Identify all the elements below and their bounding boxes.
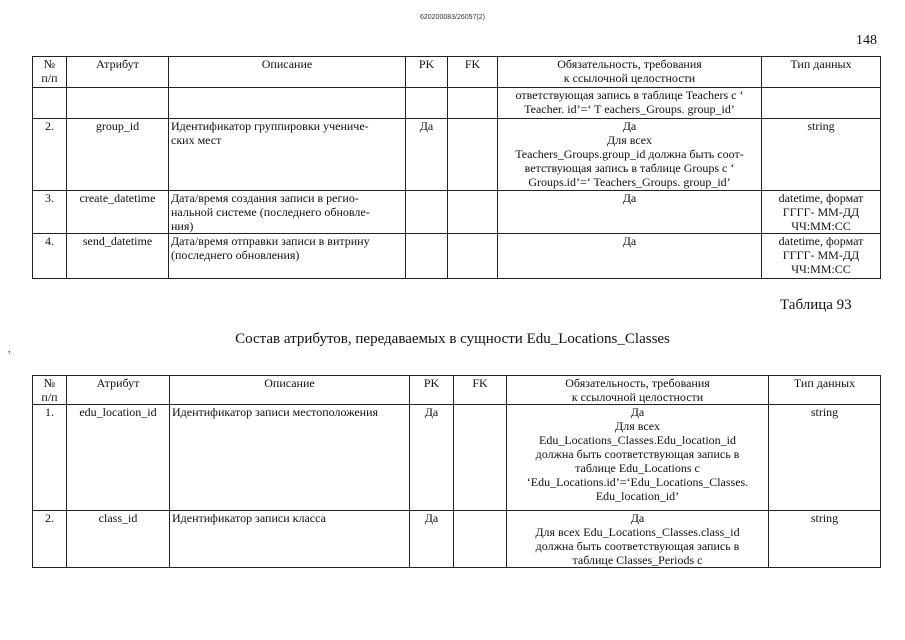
header-description: Описание <box>170 376 410 405</box>
cell-num: 2. <box>33 511 67 568</box>
margin-mark: , <box>8 344 11 355</box>
table-row <box>33 119 881 191</box>
table-header-row <box>33 376 881 405</box>
document-id: 620200083/26057(2) <box>419 14 485 21</box>
cell-fk <box>454 511 507 568</box>
header-data-type: Тип данных <box>762 57 881 88</box>
table-header-row <box>33 57 881 88</box>
cell-pk: Да <box>406 119 448 191</box>
cell-num: 1. <box>33 405 67 511</box>
cell-fk <box>448 191 498 234</box>
header-pk: PK <box>410 376 454 405</box>
cell-num: 3. <box>33 191 67 234</box>
cell-description: Дата/время создания записи в регио- нальной системе (последнего обновле- ния) <box>169 191 406 234</box>
cell-pk: Да <box>410 405 454 511</box>
header-requirements: Обязательность, требования к ссылочной целостности <box>507 376 769 405</box>
header-pk: PK <box>406 57 448 88</box>
cell-description: Дата/время отправки записи в витрину (последнего обновления) <box>169 234 406 279</box>
cell-description: Идентификатор записи местоположения <box>170 405 410 511</box>
cell-description: Идентификатор записи класса <box>170 511 410 568</box>
cell-description <box>169 88 406 119</box>
cell-attribute: edu_location_id <box>67 405 170 511</box>
header-num: № п/п <box>33 57 67 88</box>
cell-data-type <box>762 88 881 119</box>
table-row <box>33 191 881 234</box>
page-number: 148 <box>856 33 877 48</box>
cell-description: Идентификатор группировки учениче- ских мест <box>169 119 406 191</box>
cell-data-type: string <box>769 405 881 511</box>
cell-fk <box>448 234 498 279</box>
header-data-type: Тип данных <box>769 376 881 405</box>
cell-requirements: Да <box>498 191 762 234</box>
cell-requirements: Да Для всех Edu_Locations_Classes.Edu_location_id должна быть соответствующая запись в таблице Edu_Locations с ‘Edu_Locations.id’=‘Edu_Locations_Classes. Edu_location_id’ <box>507 405 769 511</box>
cell-num <box>33 88 67 119</box>
cell-attribute: class_id <box>67 511 170 568</box>
cell-pk <box>406 234 448 279</box>
cell-attribute: create_datetime <box>67 191 169 234</box>
cell-requirements: Да <box>498 234 762 279</box>
edu-locations-classes-table <box>32 375 881 568</box>
cell-fk <box>448 88 498 119</box>
cell-data-type: datetime, формат ГГГГ- ММ-ДД ЧЧ:ММ:СС <box>762 234 881 279</box>
table-row <box>33 234 881 279</box>
cell-data-type: datetime, формат ГГГГ- ММ-ДД ЧЧ:ММ:СС <box>762 191 881 234</box>
cell-data-type: string <box>769 511 881 568</box>
cell-requirements: ответствующая запись в таблице Teachers с ‘ Teacher. id’=‘ T eachers_Groups. group_id’ <box>498 88 762 119</box>
cell-pk <box>406 88 448 119</box>
header-attribute: Атрибут <box>67 376 170 405</box>
header-attribute: Атрибут <box>67 57 169 88</box>
cell-num: 4. <box>33 234 67 279</box>
cell-pk: Да <box>410 511 454 568</box>
cell-attribute <box>67 88 169 119</box>
section-title: Состав атрибутов, передаваемых в сущности Edu_Locations_Classes <box>235 331 670 347</box>
cell-requirements: Да Для всех Edu_Locations_Classes.class_id должна быть соответствующая запись в таблице Classes_Periods с <box>507 511 769 568</box>
header-num: № п/п <box>33 376 67 405</box>
header-requirements: Обязательность, требования к ссылочной целостности <box>498 57 762 88</box>
cell-num: 2. <box>33 119 67 191</box>
header-fk: FK <box>454 376 507 405</box>
attributes-table-continued <box>32 56 881 279</box>
cell-attribute: send_datetime <box>67 234 169 279</box>
header-description: Описание <box>169 57 406 88</box>
table-row <box>33 88 881 119</box>
cell-fk <box>448 119 498 191</box>
cell-requirements: Да Для всех Teachers_Groups.group_id должна быть соот- ветствующая запись в таблице Groups с ‘ Groups.id’=‘ Teachers_Groups. group_id’ <box>498 119 762 191</box>
table-row <box>33 511 881 568</box>
cell-data-type: string <box>762 119 881 191</box>
table-row <box>33 405 881 511</box>
cell-pk <box>406 191 448 234</box>
table-caption: Таблица 93 <box>780 297 852 313</box>
cell-fk <box>454 405 507 511</box>
header-fk: FK <box>448 57 498 88</box>
cell-attribute: group_id <box>67 119 169 191</box>
